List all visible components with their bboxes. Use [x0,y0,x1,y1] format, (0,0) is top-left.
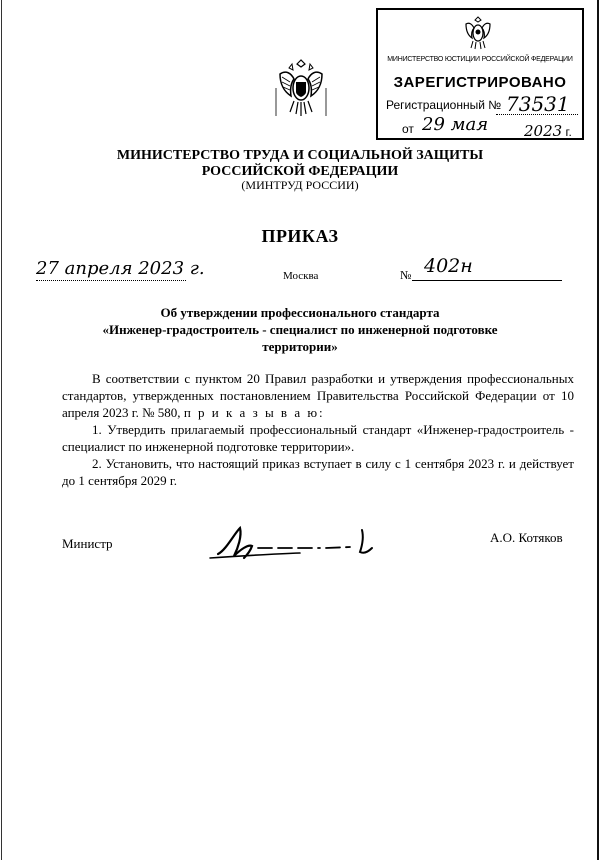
ministry-name [60,148,540,180]
order-date: 27 апреля 2023 г. [36,258,205,279]
order-city: Москва [283,270,319,282]
order-number-underline [412,280,562,281]
body-paragraph-2: 2. Установить, что настоящий приказ вступает в силу с 1 сентября 2023 г. и действует до 1 сентября 2029 г. [62,456,574,488]
signatory-name: А.О. Котяков [490,530,563,545]
ministry-name-line1: МИНИСТЕРСТВО ТРУДА И СОЦИАЛЬНОЙ ЗАЩИТЫ [116,148,484,163]
scan-edge-right [597,0,599,860]
preamble-text: В соответствии с пунктом 20 Правил разработки и утверждения профессиональных стандартов, утвержденных постановлением Правительства Российской Федерации от 10 апреля 2023 г. № 580, [62,371,574,420]
stamp-registration-date: 29 мая [422,114,489,135]
order-body [62,370,574,489]
stamp-registration-number: 73531 [506,92,570,116]
order-number: 402н [424,255,473,277]
stamp-registration-number-label: Регистрационный № [386,98,502,112]
stamp-number-underline [496,114,578,115]
handwritten-signature [200,520,400,568]
subject-line2: «Инженер-градостроитель - специалист по инженерной подготовке [102,322,498,337]
stamp-coat-of-arms-icon [460,14,496,52]
registration-stamp [376,8,584,140]
order-keyword: п р и к а з ы в а ю: [183,405,325,420]
document-title: ПРИКАЗ [261,226,339,246]
body-paragraph-1: 1. Утвердить прилагаемый профессиональный стандарт «Инженер-градостроитель - специалист по инженерной подготовке территории». [62,422,574,454]
signatory-title: Министр [62,536,113,551]
subject-line1: Об утверждении профессионального стандарта [160,305,440,320]
stamp-registered-label: ЗАРЕГИСТРИРОВАНО [393,74,567,91]
ministry-short-name: (МИНТРУД РОССИИ) [241,178,359,192]
stamp-ministry-name: МИНИСТЕРСТВО ЮСТИЦИИ РОССИЙСКОЙ ФЕДЕРАЦИИ [387,56,573,63]
stamp-year [524,122,572,140]
stamp-date-underline [420,138,524,139]
stamp-year-value: 2023 [524,122,563,140]
coat-of-arms-icon [272,58,330,120]
stamp-date-prefix: от [402,122,414,136]
subject-line3: территории» [262,339,338,354]
order-date-underline [36,280,186,281]
body-paragraph-preamble [62,370,574,421]
scan-edge-left [1,0,2,860]
ministry-name-line2: РОССИЙСКОЙ ФЕДЕРАЦИИ [201,164,399,179]
order-number-sign: № [400,268,412,282]
order-subject [70,304,530,355]
stamp-year-suffix: г. [565,125,572,139]
